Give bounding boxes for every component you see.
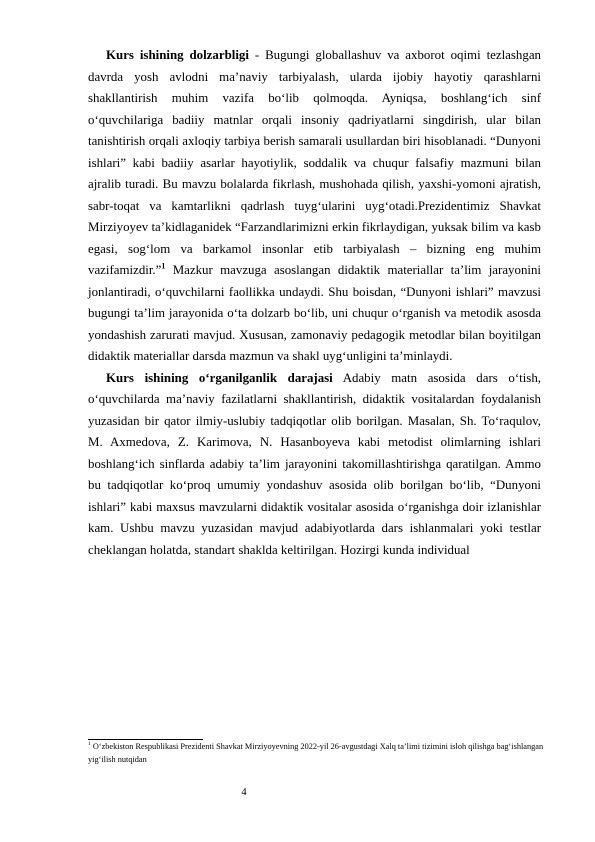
heading-relevance: Kurs ishining dolzarbligi [106,48,249,62]
footnote-number: 1 [88,741,91,748]
paragraph-research-level [88,368,541,562]
footnote-text: O‘zbekiston Respublikasi Prezidenti Shavkat Mirziyoyevning 2022-yil 26-avgustdagi Xalq ta’limi tizimini isloh qilishga bag‘ishlangan yig‘ilish nutqidan [88,742,544,764]
footnote-reference[interactable]: 1 [161,261,166,271]
footnote [88,741,548,766]
footnote-divider [88,739,203,740]
paragraph-relevance [88,45,541,368]
page-number: 4 [241,787,247,798]
paragraph-research-level-text: Adabiy matn asosida dars o‘tish, o‘quvchilarda ma’naviy fazilatlarni shakllantirish, didaktik vositalardan foydalanish yuzasidan bir qator ilmiy-uslubiy tadqiqotlar olib borilgan. Masalan, Sh. To‘raqulov, M. Axmedova, Z. Karimova, N. Hasanboyeva kabi metodist olimlarning ishlari boshlang‘ich sinflarda adabiy ta’lim jarayonini takomillashtirishga qaratilgan. Ammo bu tadqiqotlar ko‘proq umumiy yondashuv asosida olib borilgan bo‘lib, “Dunyoni ishlari” kabi maxsus mavzularni didaktik vositalar asosida o‘rganishga doir izlanishlar kam. Ushbu mavzu yuzasidan mavjud adabiyotlarda dars ishlanmalari yoki testlar cheklangan holatda, standart shaklda keltirilgan. Hozirgi kunda individual [88,370,541,557]
paragraph-relevance-text-continued: Mazkur mavzuga asoslangan didaktik materiallar ta’lim jarayonini jonlantiradi, o‘quvchilarni faollikka undaydi. Shu boisdan, “Dunyoni ishlari” mavzusi bugungi ta’lim jarayonida o‘ta dolzarb bo‘lib, uni chuqur o‘rganish va metodik asosda yondashish zarurati mavjud. Xususan, zamonaviy pedagogik metodlar bilan boyitilgan didaktik materiallar darsda mazmun va shakl uyg‘unligini ta’minlaydi. [88,263,541,363]
paragraph-relevance-text: - Bugungi globallashuv va axborot oqimi tezlashgan davrda yosh avlodni ma’naviy tarbiyalash, ularda ijobiy hayotiy qarashlarni shakllantirish muhim vazifa bo‘lib qolmoqda. Ayniqsa, boshlang‘ich sinf o‘quvchilariga badiiy matnlar orqali insoniy qadriyatlarni singdirish, ular bilan tanishtirish orqali axloqiy tarbiya berish samarali usullardan biri hisoblanadi. “Dunyoni ishlari” kabi badiiy asarlar hayotiylik, soddalik va chuqur falsafiy mazmuni bilan ajralib turadi. Bu mavzu bolalarda fikrlash, mushohada qilish, yaxshi-yomoni ajratish, sabr-toqat va kamtarlikni qadrlash tuyg‘ularini uyg‘otadi.Prezidentimiz Shavkat Mirziyoyev ta’kidlaganidek “Farzandlarimizni erkin fikrlaydigan, yuksak bilim va kasb egasi, sog‘lom va barkamol insonlar etib tarbiyalash – bizning eng muhim vazifamizdir.” [88,48,541,277]
body-text [88,45,541,561]
heading-research-level: Kurs ishining o‘rganilganlik darajasi [106,370,333,385]
